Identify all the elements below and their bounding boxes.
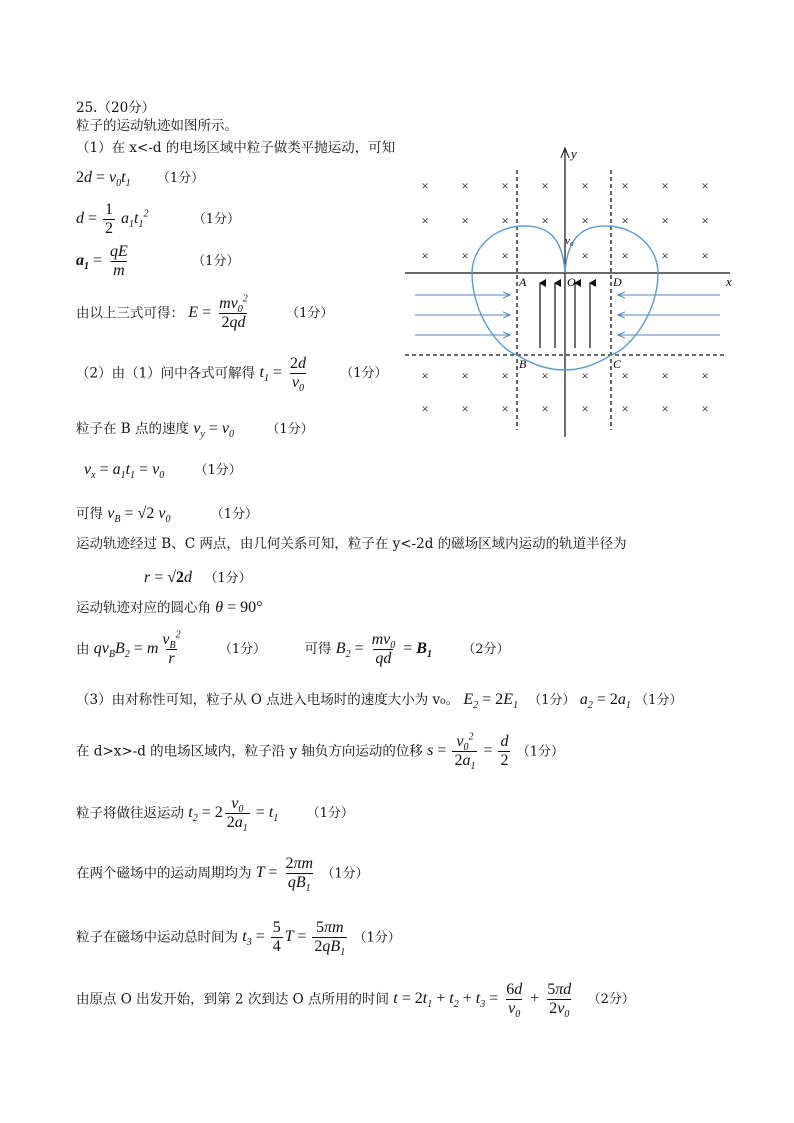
eq-e2-mark: （1分） (528, 693, 576, 708)
label-y: y (571, 146, 577, 161)
part2-lead: （2）由（1）问中各式可解得 (76, 365, 256, 382)
field-cross-mark: × (661, 368, 669, 383)
field-cross-mark: × (581, 213, 589, 228)
eq-E-lead: 由以上三式可得： (76, 305, 184, 322)
field-cross-mark: × (541, 178, 549, 193)
label-O: O (567, 275, 576, 289)
b2-mid: 可得 (304, 641, 332, 658)
vb-lead: 可得 (76, 506, 103, 522)
field-cross-mark: × (701, 213, 709, 228)
field-cross-mark: × (701, 178, 709, 193)
vy-lead: 粒子在 B 点的速度 (76, 421, 190, 437)
label-x: x (726, 274, 732, 289)
eq-vy: 粒子在 B 点的速度 $v_y = v_0$ （1分） (76, 420, 314, 441)
part1-lead: （1）在 x<-d 的电场区域中粒子做类平抛运动，可知 (76, 140, 396, 156)
field-cross-mark: × (421, 213, 429, 228)
eq-total: 由原点 O 出发开始，到第 2 次到达 O 点所用的时间 $t = 2t_1 + t_2 + t_3$ = $\frac{6d}{v_0}$ + $\frac{5\pi d}{2v_0}$ （2分） (76, 981, 635, 1020)
field-cross-mark: × (461, 368, 469, 383)
field-cross-mark: × (541, 213, 549, 228)
field-cross-mark: × (661, 213, 669, 228)
eq-vb: 可得 $v_B = √2$ $v_0$ （1分） (76, 505, 259, 526)
eq-a2-mark: （1分） (635, 693, 683, 708)
eq-t2-mark: （1分） (306, 806, 354, 822)
field-cross-mark: × (501, 178, 509, 193)
label-B: B (519, 357, 527, 371)
eq-theta: 运动轨迹对应的圆心角 θ = 90° (76, 599, 263, 616)
field-cross-mark: × (621, 213, 629, 228)
eq-d-mark: （1分） (192, 212, 241, 228)
electric-field-horizontal (415, 295, 720, 335)
field-cross-mark: × (421, 368, 429, 383)
field-cross-mark: × (581, 248, 589, 263)
eq-r: r = √2d （1分） (144, 569, 252, 586)
field-cross-mark: × (621, 178, 629, 193)
eq-t1: （2）由（1）问中各式可解得 $t_1$ = $\frac{2d}{v_0}$ （1分） (76, 355, 388, 394)
eq-a1: $a_1$ = $\frac{qE}{m}$ （1分） (76, 243, 240, 279)
eq-t3-mark: （1分） (353, 930, 401, 946)
eq-total-mark: （2分） (587, 992, 635, 1008)
eq-vx-mark: （1分） (194, 463, 242, 478)
intro-text: 粒子的运动轨迹如图所示。 (76, 118, 238, 134)
eq-b2-mark1: （1分） (218, 642, 267, 658)
eq-T: 在两个磁场中的运动周期均为 T = $\frac{2\pi m}{qB_1}$ （1分） (76, 855, 369, 894)
eq-d: d = $\frac{1}{2}$ $a_1t_1^2$ （1分） (76, 201, 241, 237)
label-D: D (613, 275, 622, 289)
eq-E-mark: （1分） (286, 306, 334, 322)
field-cross-mark: × (581, 368, 589, 383)
eq-e2: （3）由对称性可知，粒子从 O 点进入电场时的速度大小为 v₀。 $E_2 = 2E_1$ （1分） $a_2 = 2a_1$ （1分） (76, 691, 683, 712)
T-lead: 在两个磁场中的运动周期均为 (76, 865, 252, 882)
field-cross-mark: × (701, 401, 709, 416)
problem-header (76, 102, 155, 116)
field-cross-mark: × (621, 401, 629, 416)
field-cross-mark: × (461, 401, 469, 416)
eq-r-mark: （1分） (204, 571, 252, 586)
total-lead: 由原点 O 出发开始，到第 2 次到达 O 点所用的时间 (76, 991, 389, 1008)
field-cross-mark: × (501, 213, 509, 228)
label-A: A (519, 275, 527, 289)
eq-E: 由以上三式可得： E = $\frac{mv_0^2}{2qd}$ （1分） (76, 293, 334, 331)
field-cross-mark: × (421, 401, 429, 416)
field-cross-mark: × (621, 368, 629, 383)
field-cross-mark: × (541, 401, 549, 416)
trajectory-diagram (400, 140, 740, 440)
eq-t2: 粒子将做往返运动 $t_2 = 2$ $\frac{v_0}{2a_1}$ = $t_1$ （1分） (76, 795, 354, 834)
t3-lead: 粒子在磁场中运动总时间为 (76, 929, 238, 946)
field-cross-mark: × (661, 178, 669, 193)
eq-vy-mark: （1分） (266, 422, 314, 437)
eq-2d: $2d = v_0t_1$ （1分） (76, 169, 205, 190)
field-cross-mark: × (501, 401, 509, 416)
field-cross-mark: × (581, 401, 589, 416)
field-cross-mark: × (661, 401, 669, 416)
part3-lead: （3）由对称性可知，粒子从 O 点进入电场时的速度大小为 v₀。 (76, 692, 460, 708)
field-cross-mark: × (541, 368, 549, 383)
eq-t1-mark: （1分） (340, 366, 388, 382)
s-lead: 在 d>x>-d 的电场区域内，粒子沿 y 轴负方向运动的位移 (76, 743, 423, 760)
eq-s: 在 d>x>-d 的电场区域内，粒子沿 y 轴负方向运动的位移 s = $\frac{v_0^2}{2a_1}$ = $\frac{d}{2}$ （1分） (76, 731, 565, 772)
eq-t3: 粒子在磁场中运动总时间为 $t_3$ = $\frac{5}{4}$ T = $\frac{5\pi m}{2qB_1}$ （1分） (76, 919, 401, 958)
eq-T-mark: （1分） (321, 866, 369, 882)
field-cross-mark: × (501, 368, 509, 383)
label-C: C (613, 357, 622, 371)
field-cross-mark: × (501, 248, 509, 263)
field-cross-mark: × (661, 248, 669, 263)
field-cross-mark: × (421, 178, 429, 193)
field-cross-mark: × (621, 248, 629, 263)
eq-vb-mark: （1分） (210, 507, 259, 522)
field-cross-mark: × (461, 213, 469, 228)
eq-vx: $v_x = a_1t_1 = v_0$ （1分） (84, 461, 242, 482)
field-cross-mark: × (421, 248, 429, 263)
eq-a1-mark: （1分） (192, 254, 240, 270)
b2-lead: 由 (76, 641, 90, 658)
t2-lead: 粒子将做往返运动 (76, 805, 184, 822)
radius-sentence: 运动轨迹经过 B、C 两点，由几何关系可知，粒子在 y<-2d 的磁场区域内运动的轨道半径为 (76, 536, 627, 552)
field-cross-mark: × (461, 248, 469, 263)
field-cross-mark: × (461, 178, 469, 193)
angle-lead: 运动轨迹对应的圆心角 (76, 600, 211, 616)
eq-b2-mark2: （2分） (462, 642, 510, 658)
label-v0: v₀ (565, 235, 574, 247)
eq-b2: 由 $qv_BB_2 = m$ $\frac{v_B^2}{r}$ （1分） 可得 $B_2$ = $\frac{mv_0}{qd}$ = $B_1$ （2分） (76, 629, 510, 667)
field-cross-mark: × (701, 248, 709, 263)
problem-score: （20分） (97, 100, 156, 116)
eq-2d-mark: （1分） (156, 171, 205, 186)
problem-number: 25. (76, 100, 98, 116)
eq-s-mark: （1分） (516, 744, 565, 760)
field-cross-mark: × (581, 178, 589, 193)
field-cross-mark: × (701, 368, 709, 383)
